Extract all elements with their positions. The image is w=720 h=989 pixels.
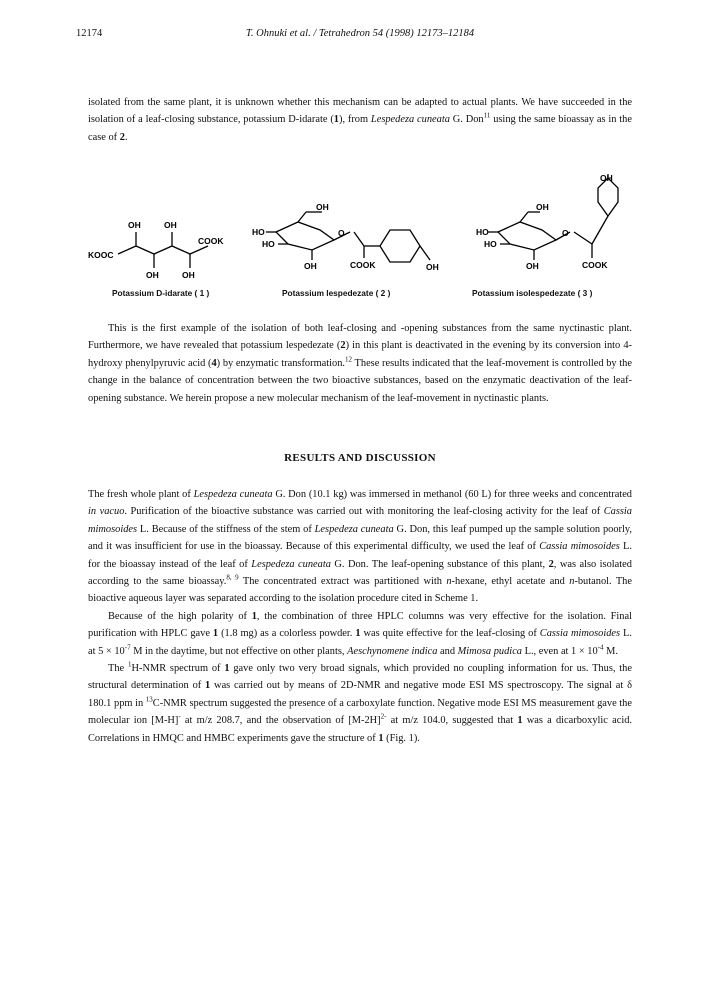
svg-text:COOK: COOK <box>582 260 608 270</box>
svg-text:KOOC: KOOC <box>88 250 114 260</box>
svg-text:COOK: COOK <box>198 236 224 246</box>
svg-text:O: O <box>338 228 345 238</box>
results-paragraph-1: The fresh whole plant of Lespedeza cuneata G. Don (10.1 kg) was immersed in methanol (60 L) for three weeks and concentrated in vacuo. Purification of the bioactive substance was carried out with monitoring the leaf-closing activity for the leaf of Cassia mimosoides L. Because of the stiffness of the stem of Lespedeza cuneata G. Don, this leaf pumped up the sample solution poorly, and it was insufficient for use in the bioassay. Because of this experimental difficulty, we used the leaf of Cassia mimosoides L. for the bioassay instead of the leaf of Lespedeza cuneata G. Don. The leaf-opening substance of this plant, 2, was also isolated according to the same bioassay.$^{8, 9}$ The concentrated extract was partitioned with n-hexane, ethyl acetate and n-butanol. The bioactive aqueous layer was separated according to the isolation procedure cited in Scheme 1. Because of the high polarity of 1, the combination of three HPLC columns was very effective for the isolation. Final purification with HPLC gave 1 (1.8 mg) as a colorless powder. 1 was quite effective for the leaf-closing of Cassia mimosoides L. at $5 \times 10^{-7}$ M in the daytime, but not effective on other plants, Aeschynomene indica and Mimosa pudica L., even at $1 \times 10^{-4}$ M. The $^1$H-NMR spectrum of 1 gave only two very broad signals, which provided no coupling information for us. Thus, the structural determination of 1 was carried out by means of 2D-NMR and negative mode ESI MS spectroscopy. The signal at δ 180.1 ppm in $^{13}$C-NMR spectrum suggested the presence of a carboxylate function. Negative mode ESI MS measurement gave the molecular ion [M-H]- at m/z 208.7, and the observation of $[M-2H]^{2-}$ at m/z 104.0, suggested that 1 was a dicarboxylic acid. Correlations in HMQC and HMBC experiments gave the structure of 1 (Fig. 1). <box>88 489 633 744</box>
journal-citation: T. Ohnuki et al. / Tetrahedron 54 (1998) 12173–12184 <box>245 28 475 39</box>
svg-text:OH: OH <box>316 202 329 212</box>
svg-text:O: O <box>562 228 569 238</box>
svg-text:OH: OH <box>164 220 177 230</box>
svg-text:OH: OH <box>536 202 549 212</box>
caption-compound-2: Potassium lespedezate ( 2 ) <box>282 288 391 298</box>
svg-text:OH: OH <box>600 173 613 183</box>
svg-text:OH: OH <box>128 220 141 230</box>
svg-text:OH: OH <box>146 270 159 280</box>
intro-paragraph: isolated from the same plant, it is unknown whether this mechanism can be adapted to actual plants. We have succeeded in the isolation of a leaf-closing substance, potassium D-idarate (1), from Lespedeza cuneata G. Don$^{11}$ using the same bioassay as in the case of 2. <box>88 97 632 143</box>
caption-compound-3: Potassium isolespedezate ( 3 ) <box>472 288 593 298</box>
svg-text:OH: OH <box>304 261 317 271</box>
caption-compound-1: Potassium D-idarate ( 1 ) <box>112 288 210 298</box>
svg-text:OH: OH <box>426 262 439 272</box>
running-header <box>76 28 644 44</box>
svg-text:OH: OH <box>526 261 539 271</box>
svg-text:HO: HO <box>252 227 265 237</box>
svg-text:HO: HO <box>262 239 275 249</box>
svg-text:OH: OH <box>182 270 195 280</box>
svg-text:HO: HO <box>476 227 489 237</box>
page-number: 12174 <box>76 28 103 39</box>
section-heading: RESULTS AND DISCUSSION <box>284 452 436 464</box>
svg-text:COOK: COOK <box>350 260 376 270</box>
second-paragraph: This is the first example of the isolation of both leaf-closing and -opening substances from the same nyctinastic plant. Furthermore, we have revealed that potassium lespedezate (2) in this plant is deactivated in the evening by its conversion into 4-hydroxy phenylpyruvic acid (4) by enzymatic transformation.$^{12}$ These results indicated that the leaf-movement is controlled by the change in the balance of concentration between the two bioactive substances, based on the enzymatic deactivation of the leaf-opening substance. We herein propose a new molecular mechanism of the leaf-movement in nyctinastic plants. <box>88 323 633 404</box>
svg-text:HO: HO <box>484 239 497 249</box>
